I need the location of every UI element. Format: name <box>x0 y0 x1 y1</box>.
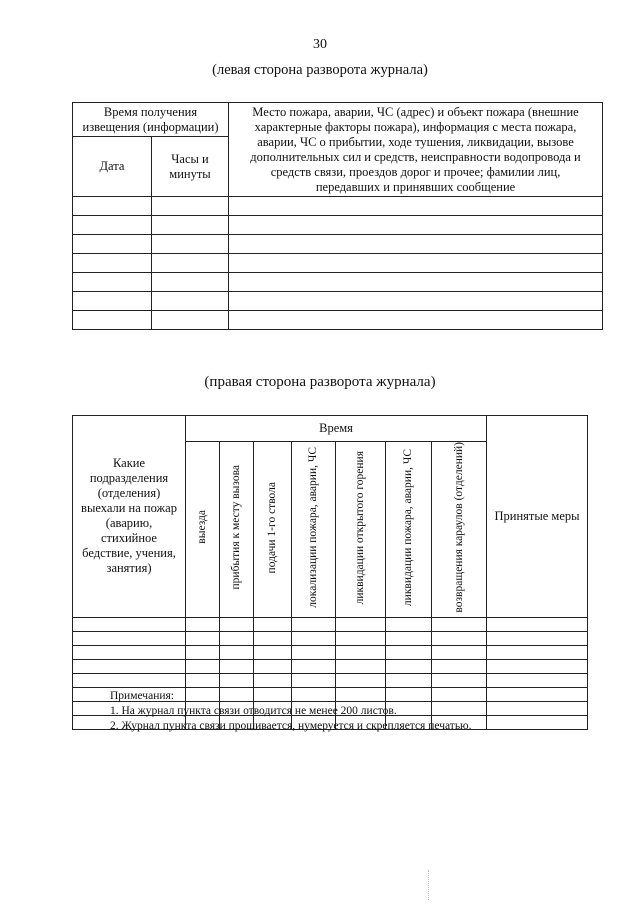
table-cell <box>386 659 432 673</box>
table-cell <box>152 273 229 292</box>
table-cell <box>73 254 152 273</box>
table-row <box>73 311 603 330</box>
table-cell <box>487 631 588 645</box>
table-row <box>73 254 603 273</box>
table-cell <box>73 631 186 645</box>
table-cell <box>73 659 186 673</box>
table-cell <box>73 273 152 292</box>
table-cell <box>73 216 152 235</box>
table-row <box>73 617 588 631</box>
table-cell <box>152 311 229 330</box>
table-cell <box>336 617 386 631</box>
table-cell <box>229 216 603 235</box>
table-cell <box>73 617 186 631</box>
table-cell <box>432 631 487 645</box>
table-row <box>73 216 603 235</box>
table-cell <box>220 673 254 687</box>
page-number: 30 <box>313 37 327 52</box>
table-cell <box>73 311 152 330</box>
table-row <box>73 292 603 311</box>
table-cell <box>336 673 386 687</box>
table-cell <box>254 645 292 659</box>
table-cell <box>229 311 603 330</box>
table-cell <box>254 659 292 673</box>
table-cell <box>292 659 336 673</box>
table-cell <box>73 645 186 659</box>
time-col-first-hose: подачи 1-го ствола <box>254 442 292 618</box>
time-col-arrival: прибытия к месту вызова <box>220 442 254 618</box>
table-cell <box>73 235 152 254</box>
time-col-departure: выезда <box>186 442 220 618</box>
table-cell <box>186 645 220 659</box>
table-cell <box>152 197 229 216</box>
notes-title: Примечания: <box>110 690 174 702</box>
receipt-time-header: Время получения извещения (информации) <box>73 103 229 137</box>
table-cell <box>220 645 254 659</box>
note-item: 2. Журнал пункта связи прошивается, нумеруется и скрепляется печатью. <box>110 720 472 732</box>
table-row <box>73 235 603 254</box>
table-cell <box>73 292 152 311</box>
table-cell <box>487 617 588 631</box>
table-row <box>73 273 603 292</box>
table-row <box>73 197 603 216</box>
table-cell <box>336 659 386 673</box>
table-cell <box>73 197 152 216</box>
table-cell <box>292 631 336 645</box>
table-cell <box>336 645 386 659</box>
table-cell <box>386 631 432 645</box>
table-cell <box>152 216 229 235</box>
table-row <box>73 631 588 645</box>
scan-mark <box>428 870 430 900</box>
table-cell <box>229 273 603 292</box>
table-cell <box>186 673 220 687</box>
table-row <box>73 659 588 673</box>
table-cell <box>186 617 220 631</box>
table-cell <box>186 631 220 645</box>
table-cell <box>386 645 432 659</box>
left-journal-table <box>72 102 603 330</box>
table-cell <box>73 673 186 687</box>
table-cell <box>220 659 254 673</box>
units-dispatched-header: Какие подразделения (отделения) выехали на пожар (аварию, стихийное бедствие, учения, занятия) <box>73 416 186 618</box>
table-cell <box>186 659 220 673</box>
right-journal-table <box>72 415 588 730</box>
time-col-return: возвращения караулов (отделений) <box>432 442 487 618</box>
right-side-caption: (правая сторона разворота журнала) <box>204 374 436 390</box>
table-cell <box>229 235 603 254</box>
table-cell <box>487 645 588 659</box>
note-item: 1. На журнал пункта связи отводится не менее 200 листов. <box>110 705 397 717</box>
date-header: Дата <box>73 137 152 197</box>
table-cell <box>254 631 292 645</box>
table-cell <box>254 673 292 687</box>
table-cell <box>292 645 336 659</box>
table-cell <box>229 292 603 311</box>
notes <box>110 689 590 734</box>
table-cell <box>229 197 603 216</box>
hours-minutes-header: Часы и минуты <box>152 137 229 197</box>
table-cell <box>292 617 336 631</box>
time-col-open-burning: ликвидации открытого горения <box>336 442 386 618</box>
table-cell <box>152 292 229 311</box>
table-row <box>73 645 588 659</box>
table-cell <box>432 645 487 659</box>
incident-info-header: Место пожара, аварии, ЧС (адрес) и объект пожара (внешние характерные факторы пожара), информация с места пожара, аварии, ЧС о прибытии, ходе тушения, ликвидации, вызове дополнительных сил и средств, неисправности водопровода и средств связи, проездов дорог и прочее; фамилии лиц, передавших и принявших сообщение <box>229 103 603 197</box>
table-cell <box>152 254 229 273</box>
table-cell <box>220 617 254 631</box>
time-col-localization: локализации пожара, аварии, ЧС <box>292 442 336 618</box>
left-side-caption: (левая сторона разворота журнала) <box>212 62 428 78</box>
table-cell <box>432 617 487 631</box>
table-cell <box>386 617 432 631</box>
table-cell <box>254 617 292 631</box>
table-cell <box>432 673 487 687</box>
measures-taken-header: Принятые меры <box>487 416 588 618</box>
table-row <box>73 673 588 687</box>
time-group-header: Время <box>186 416 487 442</box>
table-cell <box>487 659 588 673</box>
table-cell <box>386 673 432 687</box>
table-cell <box>220 631 254 645</box>
table-cell <box>292 673 336 687</box>
time-col-liquidation: ликвидации пожара, аварии, ЧС <box>386 442 432 618</box>
table-cell <box>432 659 487 673</box>
table-cell <box>229 254 603 273</box>
table-cell <box>336 631 386 645</box>
table-cell <box>152 235 229 254</box>
table-cell <box>487 673 588 687</box>
